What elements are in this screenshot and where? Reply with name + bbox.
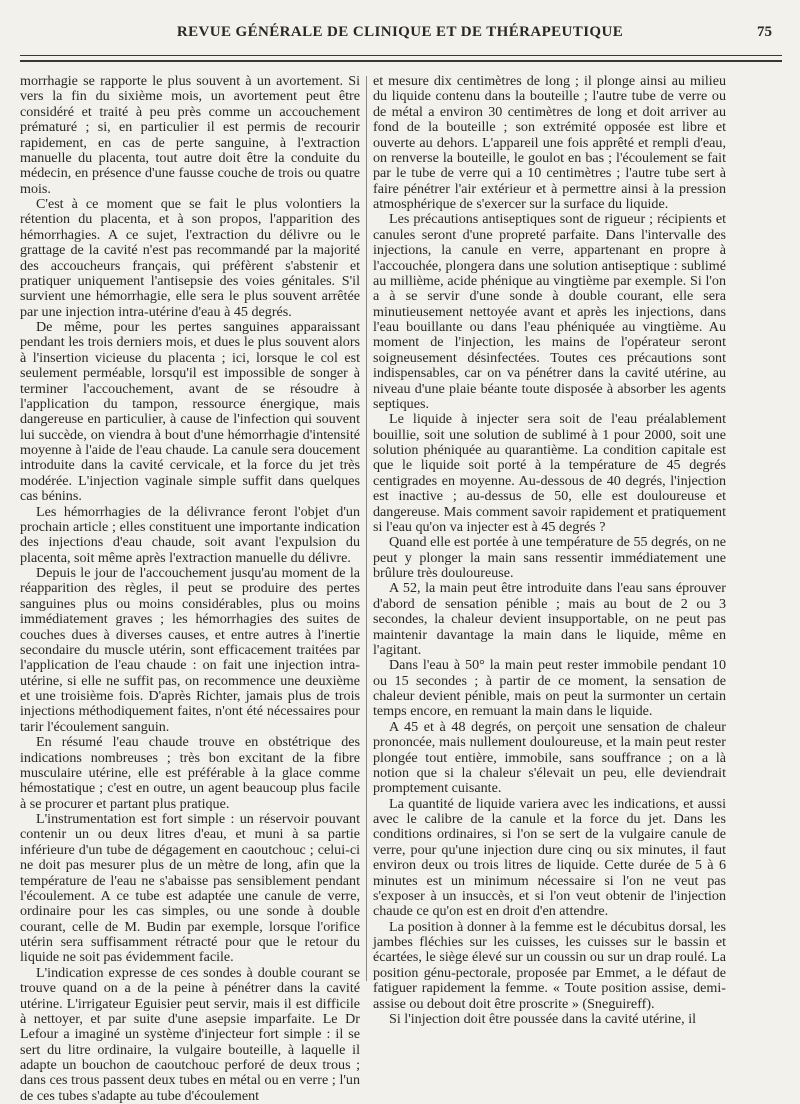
paragraph: Le liquide à injecter sera soit de l'eau préalablement bouillie, soit une solution de sublimé à 1 pour 2000, soit une solution phéniquée au quarantième. La condition capitale est que le liquide soit porté à la température de 45 degrés centigrades en moyenne. Au-dessous de 40 degrés, l'injection est inactive ; au-dessus de 50, elle est douloureuse et dangereuse. Mais comment savoir rapidement et pratiquement si l'eau qu'on va injecter est à 45 degrés ? (373, 411, 726, 535)
column-divider (366, 76, 367, 981)
running-header (20, 18, 780, 48)
paragraph: Les précautions antiseptiques sont de rigueur ; récipients et canules seront d'une propreté parfaite. Dans l'intervalle des injections, la canule en verre, appartenant en propre à l'accouchée, plongera dans une solution antiseptique : sublimé au millième, acide phénique au vingtième par exemple. Si l'on a à se servir d'une sonde à double courant, elle sera minutieusement nettoyée avant et après les injections, dans l'eau bouillante ou dans l'eau phéniquée au vingtième. Au moment de l'injection, les mains de l'opérateur seront soigneusement désinfectées. Toutes ces précautions sont indispensables, car on va pénétrer dans la cavité utérine, au niveau d'une plaie béante toute disposée à absorber les agents septiques. (373, 211, 726, 412)
paragraph: De même, pour les pertes sanguines apparaissant pendant les trois derniers mois, et dues le plus souvent alors à l'insertion vicieuse du placenta ; ici, lorsque le col est seulement perméable, lorsqu'il est impossible de songer à terminer l'accouchement, avant de se résoudre à l'application du tampon, ressource énergique, mais dangereuse en particulier, à cause de l'infection qui souvent lui succède, on viendra à bout d'une hémorrhagie d'intensité moyenne à l'aide de l'eau chaude. La canule sera doucement introduite dans la cavité cervicale, et la force du jet très modérée. L'injection vaginale simple suffit dans quelques cas bénins. (20, 319, 360, 505)
paragraph: Les hémorrhagies de la délivrance feront l'objet d'un prochain article ; elles constituent une importante indication des injections d'eau chaude, soit avant l'expulsion du placenta, soit même après l'extraction manuelle du délivre. (20, 503, 360, 566)
paragraph: A 52, la main peut être introduite dans l'eau sans éprouver d'abord de sensation pénible ; mais au bout de 2 ou 3 secondes, la chaleur devient insupportable, on ne peut pas maintenir davantage la main dans le liquide, même en l'agitant. (373, 580, 726, 658)
paragraph: Quand elle est portée à une température de 55 degrés, on ne peut y plonger la main sans ressentir immédiatement une brûlure très douloureuse. (373, 534, 726, 581)
paragraph: La position à donner à la femme est le décubitus dorsal, les jambes fléchies sur les cuisses, les cuisses sur le bassin et écartées, le siège élevé sur un coussin ou sur un drap roulé. La position génu-pectorale, proposée par Emmet, a le défaut de fatiguer rapidement la femme. « Toute position assise, demi-assise ou debout doit être proscrite » (Sneguireff). (373, 918, 726, 1012)
paragraph: En résumé l'eau chaude trouve en obstétrique des indications nombreuses ; très bon excitant de la fibre musculaire utérine, elle est préférable à la glace comme hémostatique ; c'est en outre, un agent beaucoup plus facile à se procurer et partant plus pratique. (20, 734, 360, 812)
paragraph: La quantité de liquide variera avec les indications, et aussi avec le calibre de la canule et la force du jet. Dans les conditions ordinaires, si l'on se sert de la vulgaire canule de verre, pour qu'une injection dure cinq ou six minutes, il faut environ deux ou trois litres de liquide. Cette durée de 5 à 6 minutes est un minimum nécessaire si l'on ne veut pas s'exposer à un insuccès, et si l'on veut obtenir de l'injection chaude ce qu'on est en droit d'en attendre. (373, 795, 726, 920)
paragraph: Si l'injection doit être poussée dans la cavité utérine, il (389, 1010, 697, 1027)
header-rule-thick (20, 60, 782, 62)
paragraph: Dans l'eau à 50° la main peut rester immobile pendant 10 ou 15 secondes ; à partir de ce moment, la sensation de chaleur devient pénible, mais on peut la surmonter un certain temps encore, en remuant la main dans le liquide. (373, 657, 726, 720)
paragraph: Depuis le jour de l'accouchement jusqu'au moment de la réapparition des règles, il peut se produire des pertes sanguines plus ou moins considérables, plus ou moins immédiatement graves ; les hémorrhagies des suites de couches dues à diverses causes, et entre autres à l'inertie secondaire du muscle utérin, sont efficacement traitées par l'application de l'eau chaude : on fait une injection intra-utérine, si elle ne suffit pas, on recommence une deuxième et une troisième fois. D'après Richter, jamais plus de trois injections méthodiquement faites, n'ont été nécessaires pour tarir l'écoulement sanguin. (20, 565, 360, 735)
right-column (373, 74, 726, 1044)
paragraph: morrhagie se rapporte le plus souvent à un avortement. Si vers la fin du sixième mois, un avortement peut être considéré et traité à peu près comme un accouchement prématuré ; si, en particulier il est permis de recourir rapidement, en cas de perte sanguine, à l'extraction manuelle du placenta, tout autre doit être la conduite du médecin, en présence d'une fausse couche de trois ou quatre mois. (20, 73, 360, 197)
page-number: 75 (757, 24, 772, 40)
paragraph: A 45 et à 48 degrés, on perçoit une sensation de chaleur prononcée, mais nullement douloureuse, et la main peut rester plongée tout entière, immobile, sans souffrance ; on a là notion que si la chaleur s'élevait un peu, elle deviendrait promptement cuisante. (373, 718, 726, 797)
left-column (20, 73, 360, 1104)
header-rule-thin (20, 55, 782, 56)
paragraph: L'indication expresse de ces sondes à double courant se trouve quand on a de la peine à pénétrer dans la cavité utérine. L'irrigateur Eguisier peut servir, mais il est difficile à nettoyer, et par suite d'une asepsie imparfaite. Le Dr Lefour a imaginé un système d'injecteur fort simple : il se sert du litre ordinaire, la vulgaire bouteille, à laquelle il adapte un bouchon de caoutchouc perforé de deux trous ; dans ces trous passent deux tubes en métal ou en verre ; l'un de ces tubes s'adapte au tube d'écoulement (20, 964, 360, 1104)
paragraph: et mesure dix centimètres de long ; il plonge ainsi au milieu du liquide contenu dans la bouteille ; l'autre tube de verre ou de métal a environ 30 centimètres de long et doit arriver au fond de la bouteille ; son extrémité opposée est libre et ouverte au dehors. L'appareil une fois apprêté et rempli d'eau, on renverse la bouteille, le goulot en bas ; l'écoulement se fait par le tube de verre qui a 10 centimètres ; l'autre tube sert à faire pénétrer l'air extérieur et à permettre ainsi à la pression atmosphérique de s'exercer sur la surface du liquide. (373, 73, 726, 212)
journal-title: REVUE GÉNÉRALE DE CLINIQUE ET DE THÉRAPEUTIQUE (176, 24, 624, 40)
paragraph: C'est à ce moment que se fait le plus volontiers la rétention du placenta, et à son propos, l'apparition des hémorrhagies. A ce sujet, l'extraction du délivre ou le grattage de la cavité n'est pas recommandé par la majorité des accoucheurs français, qui préfèrent s'abstenir et pratiquer uniquement l'antisepsie des voies génitales. S'il survient une hémorrhagie, elle sera le plus souvent arrêtée par une injection intra-utérine d'eau à 45 degrés. (20, 196, 360, 320)
paragraph: L'instrumentation est fort simple : un réservoir pouvant contenir un ou deux litres d'eau, et muni à sa partie inférieure d'un tube de dégagement en caoutchouc ; celui-ci ne doit pas mesurer plus de un mètre de long, afin que la température de l'eau ne s'abaisse pas sensiblement pendant l'écoulement. A ce tube est adaptée une canule de verre, ordinaire pour les cas simples, ou une sonde à double courant, celle de M. Budin par exemple, lorsque l'orifice utérin sera suffisamment rétracté pour que le retour du liquide ne soit pas évidemment facile. (20, 811, 360, 966)
